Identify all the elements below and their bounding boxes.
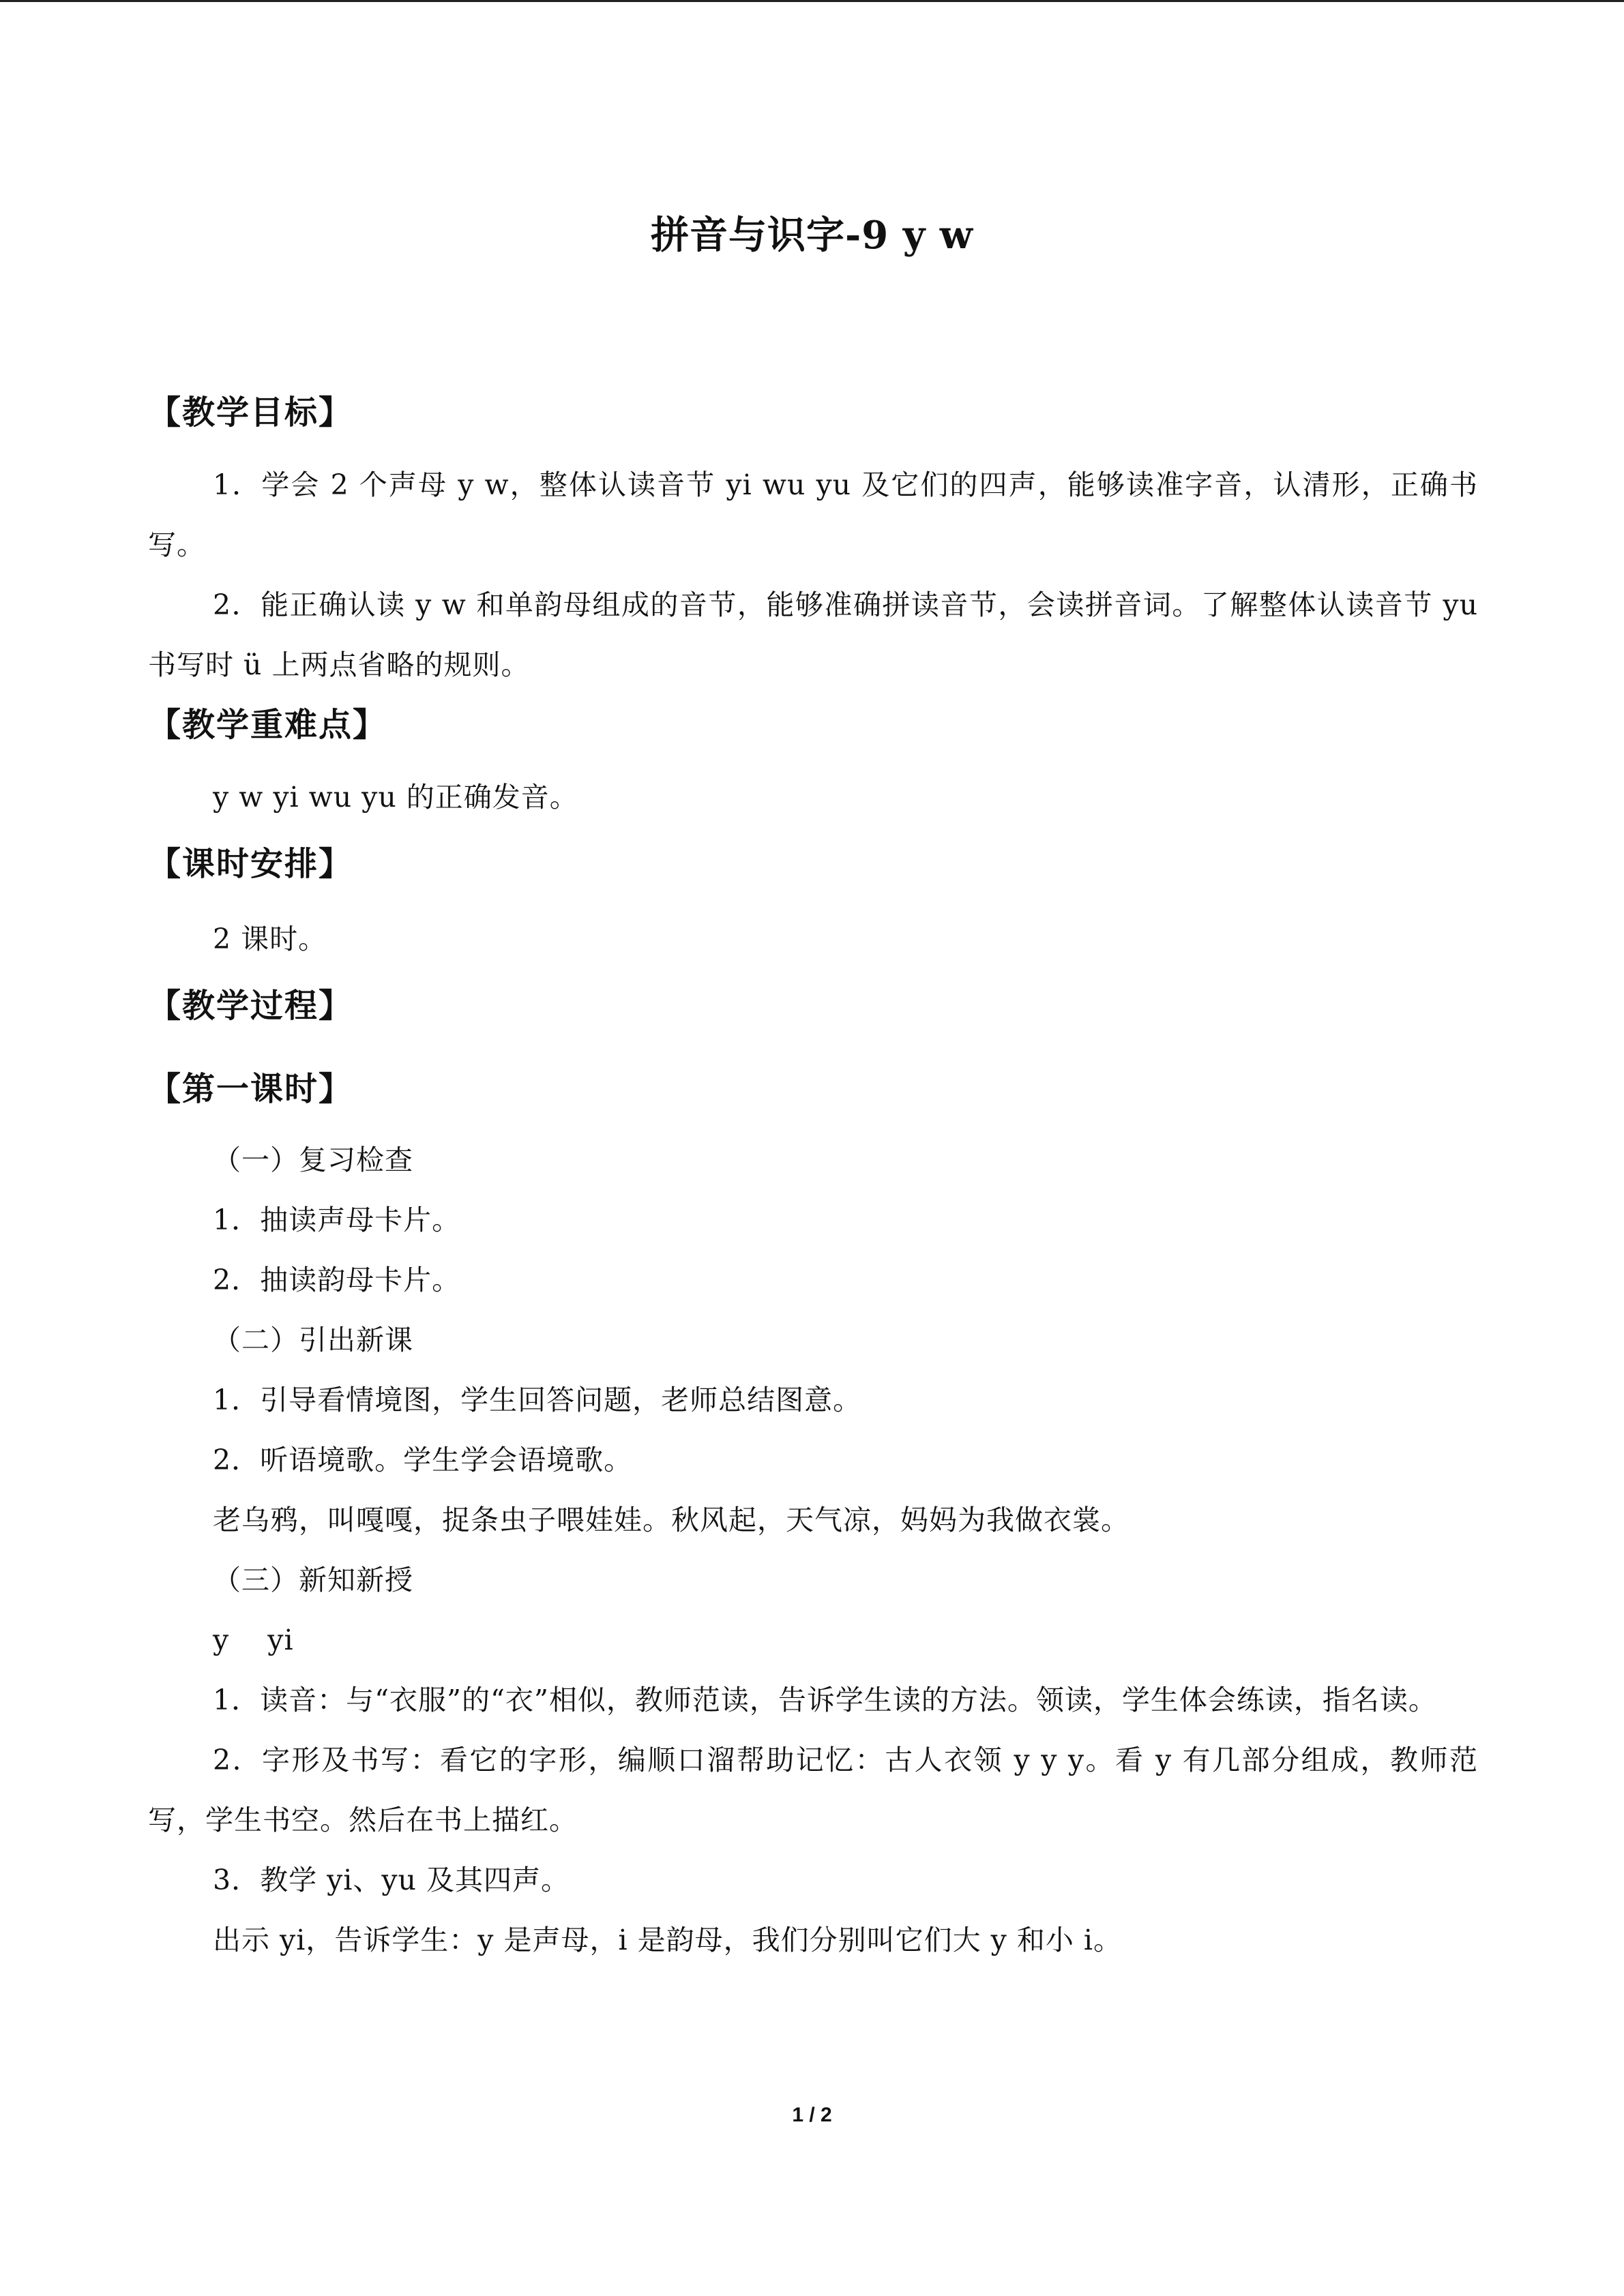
lesson-paragraph: 1．抽读声母卡片。	[213, 1204, 461, 1236]
key-points-paragraph: y w yi wu yu 的正确发音。	[213, 781, 578, 814]
document-body	[148, 385, 1478, 1970]
lesson-paragraph: 出示 yi，告诉学生：y 是声母，i 是韵母，我们分别叫它们大 y 和小 i。	[213, 1924, 1123, 1956]
page-number: 1 / 2	[792, 2104, 832, 2126]
lesson-paragraph: 1．读音：与“衣服”的“衣”相似，教师范读，告诉学生读的方法。领读，学生体会练读，指名读。	[213, 1684, 1437, 1716]
objective-paragraph: 1．学会 2 个声母 y w，整体认读音节 yi wu yu 及它们的四声，能够读准字音，认清形，正确书写。	[148, 468, 1478, 561]
lesson-paragraph: 2．听语境歌。学生学会语境歌。	[213, 1444, 633, 1476]
lesson-step-heading: （一）复习检查	[213, 1144, 413, 1176]
lesson-step-heading: （三）新知新授	[213, 1564, 413, 1596]
section-heading-key-points: 【教学重难点】	[148, 706, 387, 744]
section-heading-lesson-1: 【第一课时】	[148, 1070, 353, 1108]
document-title: 拼音与识字-9 y w	[651, 213, 973, 258]
schedule-paragraph: 2 课时。	[213, 923, 327, 955]
lesson-paragraph: 2．字形及书写：看它的字形，编顺口溜帮助记忆：古人衣领 y y y。看 y 有几部分组成，教师范写，学生书空。然后在书上描红。	[148, 1744, 1478, 1836]
objective-paragraph: 2．能正确认读 y w 和单韵母组成的音节，能够准确拼读音节，会读拼音词。了解整体认读音节 yu 书写时 ü 上两点省略的规则。	[148, 588, 1478, 681]
lesson-paragraph: 2．抽读韵母卡片。	[213, 1264, 461, 1296]
lesson-step-heading: （二）引出新课	[213, 1324, 413, 1356]
section-heading-process: 【教学过程】	[148, 987, 353, 1025]
song-lyrics: 老乌鸦，叫嘎嘎，捉条虫子喂娃娃。秋风起，天气凉，妈妈为我做衣裳。	[213, 1504, 1130, 1536]
section-heading-schedule: 【课时安排】	[148, 845, 353, 883]
section-heading-objectives: 【教学目标】	[148, 393, 353, 432]
pinyin-letters: y yi	[213, 1624, 294, 1656]
lesson-paragraph: 1．引导看情境图，学生回答问题，老师总结图意。	[213, 1384, 862, 1416]
lesson-paragraph: 3．教学 yi、yu 及其四声。	[213, 1864, 570, 1896]
